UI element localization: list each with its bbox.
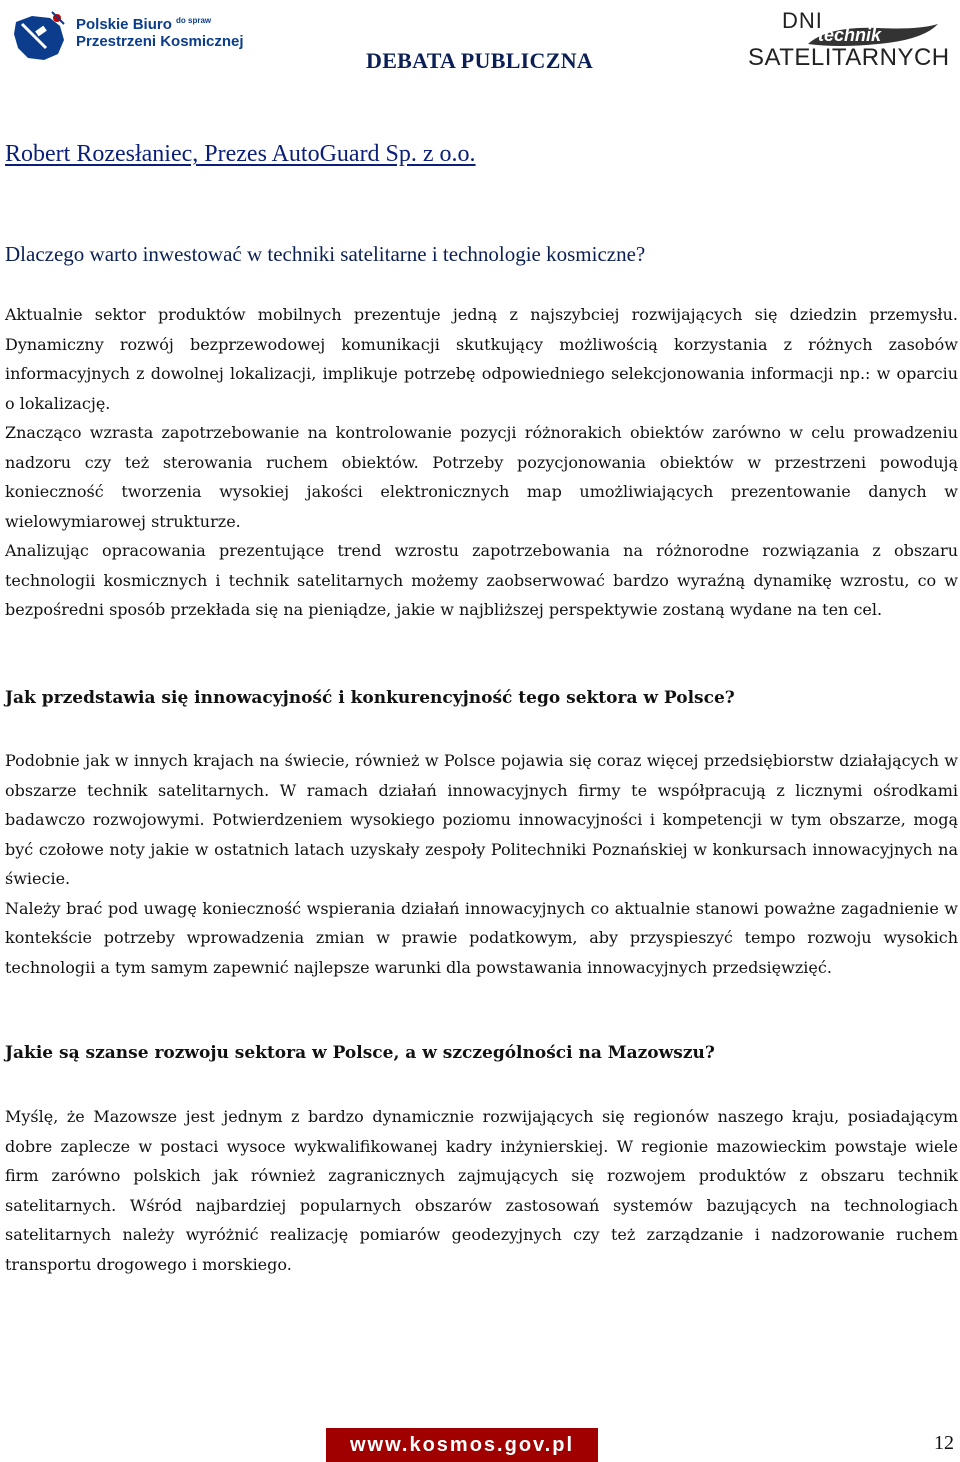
paragraph: Analizując opracowania prezentujące trend wzrostu zapotrzebowania na różnorodne rozwiązania z obszaru technologii kosmicznych i technik satelitarnych możemy zaobserwować bardzo wyraźną dynamikę wzrostu, co w bezpośredni sposób przekłada się na pieniądze, jakie w najbliższej perspektywie zostaną wydane na ten cel. — [5, 541, 958, 619]
question-3: Jakie są szanse rozwoju sektora w Polsce, a w szczególności na Mazowszu? — [5, 1043, 715, 1063]
logo-left-line1: Polskie Biuro $^{do spraw}$ — [76, 16, 212, 33]
logo-left-line2: Przestrzeni Kosmicznej — [76, 33, 244, 50]
section-2-body — [5, 746, 958, 982]
logo-right-technik: technik — [818, 25, 882, 45]
pbpk-logo — [10, 8, 250, 68]
dni-technik-logo — [748, 6, 953, 76]
paragraph: Podobnie jak w innych krajach na świecie, również w Polsce pojawia się coraz więcej przedsiębiorstw działających w obszarze technik satelitarnych. W ramach działań innowacyjnych firmy te współpracują z licznymi ośrodkami badawczo rozwojowymi. Potwierdzeniem wysokiego poziomu innowacyjności i kompetencji w tym obszarze, mogą być czołowe noty jakie w ostatnich latach uzyskały zespoły Politechniki Poznańskiej w konkursach innowacyjnych na świecie. — [5, 751, 958, 888]
section-3-body — [5, 1102, 958, 1279]
satellite-map-icon — [10, 8, 72, 68]
question-1: Dlaczego warto inwestować w techniki satelitarne i technologie kosmiczne? — [5, 242, 646, 266]
logo-right-sat: SATELITARNYCH — [748, 44, 950, 71]
footer-url-link[interactable]: www.kosmos.gov.pl — [326, 1428, 598, 1462]
section-1-body — [5, 300, 958, 625]
paragraph: Należy brać pod uwagę konieczność wspierania działań innowacyjnych co aktualnie stanowi poważne zagadnienie w kontekście potrzeby wprowadzenia zmian w prawie podatkowym, aby przyspieszyć tempo rozwoju wysokich technologii a tym samym zapewnić najlepsze warunki dla powstawania innowacyjnych przedsięwzięć. — [5, 898, 958, 977]
speaker-name: Robert Rozesłaniec, Prezes AutoGuard Sp. z o.o. — [5, 141, 476, 167]
logo-left-small: do spraw — [176, 16, 212, 25]
paragraph: Myślę, że Mazowsze jest jednym z bardzo dynamicznie rozwijających się regionów naszego kraju, posiadającym dobre zaplecze w postaci wysoce wykwalifikowanej kadry inżynierskiej. W regionie mazowieckim powstaje wiele firm zarówno polskich jak również zagranicznych zajmujących się rozwojem produktów z obszaru technik satelitarnych. Wśród najbardziej popularnych obszarów zastosowań systemów bazujących na technologiach satelitarnych należy wyróżnić realizację pomiarów geodezyjnych czy też zarządzanie i nadzorowanie ruchem transportu drogowego i morskiego. — [5, 1107, 958, 1274]
page-header — [0, 0, 960, 90]
logo-right-dni: DNI — [782, 8, 823, 33]
page-number: 12 — [934, 1432, 954, 1454]
question-2: Jak przedstawia się innowacyjność i konkurencyjność tego sektora w Polsce? — [5, 688, 735, 708]
paragraph: Aktualnie sektor produktów mobilnych prezentuje jedną z najszybciej rozwijających się dziedzin przemysłu. Dynamiczny rozwój bezprzewodowej komunikacji skutkujący możliwością korzystania z różnych zasobów informacyjnych z dowolnej lokalizacji, implikuje potrzebę odpowiedniego selekcjonowania informacji np.: w oparciu o lokalizację. — [5, 305, 958, 413]
paragraph: Znacząco wzrasta zapotrzebowanie na kontrolowanie pozycji różnorakich obiektów zarówno w celu prowadzeniu nadzoru czy też sterowania ruchem obiektów. Potrzeby pozycjonowania obiektów w przestrzeni powodują konieczność tworzenia wysokiej jakości elektronicznych map umożliwiających prezentowanie danych w wielowymiarowej strukturze. — [5, 423, 958, 531]
header-title: DEBATA PUBLICZNA — [366, 48, 594, 73]
